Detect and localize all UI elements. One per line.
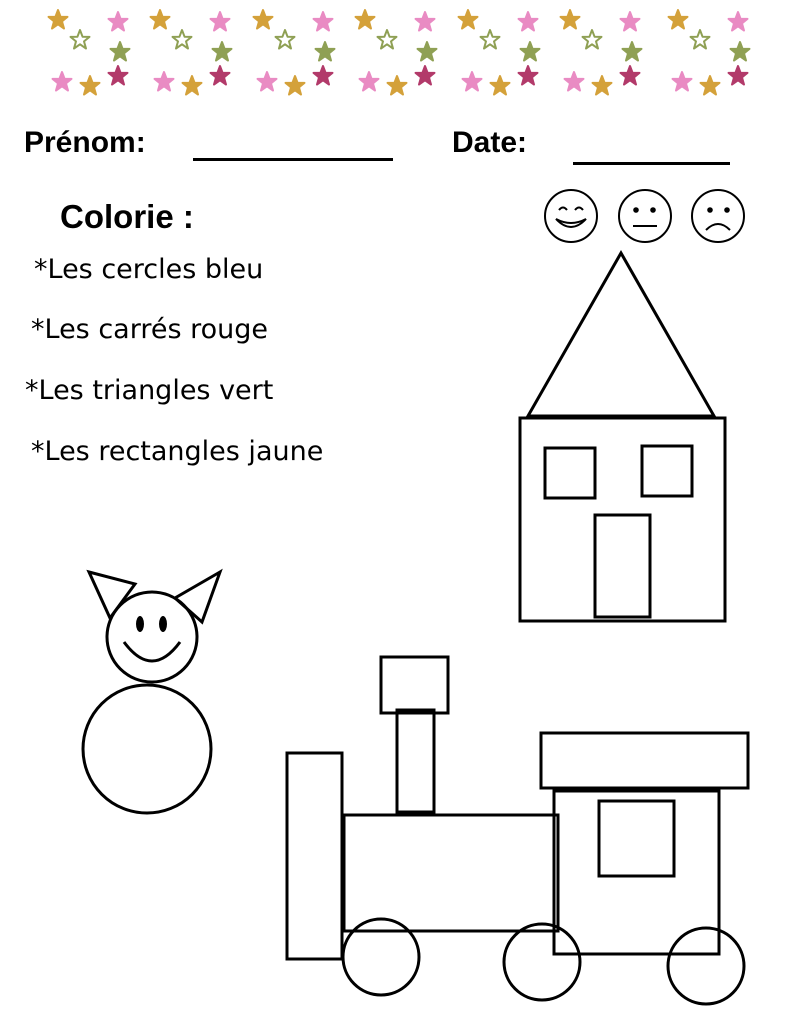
happy-face-icon[interactable]: [545, 190, 597, 242]
instruction-circles: *Les cercles bleu: [34, 254, 264, 285]
train-cab-rectangle[interactable]: [554, 791, 719, 954]
house-door-rectangle[interactable]: [595, 515, 650, 617]
star-group-4: [356, 10, 437, 95]
train-wheel-3-circle[interactable]: [668, 928, 744, 1004]
star-group-6: [561, 10, 642, 95]
star-border-decoration: [0, 0, 794, 110]
instruction-triangles: *Les triangles vert: [25, 375, 274, 406]
sad-face-icon[interactable]: [692, 190, 744, 242]
star-group-3: [254, 10, 335, 95]
neutral-face-icon[interactable]: [619, 190, 671, 242]
date-blank-line[interactable]: [573, 162, 730, 165]
instruction-squares: *Les carrés rouge: [31, 314, 269, 345]
self-assessment-faces: [540, 186, 750, 248]
train-chimney-top-square[interactable]: [381, 657, 448, 713]
cat-ear-left-triangle[interactable]: [89, 572, 135, 618]
train-drawing: [287, 657, 748, 1004]
train-cab-roof-rectangle[interactable]: [541, 733, 748, 788]
train-boiler-rectangle[interactable]: [344, 815, 558, 931]
date-label: Date:: [452, 126, 528, 159]
star-group-1: [49, 10, 130, 95]
cat-drawing: [83, 572, 220, 813]
cat-eye-right: [159, 616, 167, 632]
star-group-7: [669, 10, 750, 95]
cat-eye-left: [136, 616, 144, 632]
train-front-rectangle[interactable]: [287, 753, 342, 959]
train-wheel-1-circle[interactable]: [343, 919, 419, 995]
cat-ear-right-triangle[interactable]: [175, 572, 220, 622]
house-drawing: [520, 253, 725, 621]
name-blank-line[interactable]: [193, 158, 393, 161]
cat-body-circle[interactable]: [83, 685, 211, 813]
house-window-right-square[interactable]: [642, 446, 692, 496]
star-group-2: [151, 10, 232, 95]
star-group-5: [459, 10, 540, 95]
cat-smile: [124, 642, 180, 661]
cat-head-circle[interactable]: [107, 592, 197, 682]
train-wheel-2-circle[interactable]: [504, 924, 580, 1000]
instructions-title: Colorie :: [60, 198, 194, 235]
house-roof-triangle[interactable]: [528, 253, 714, 416]
train-chimney-rectangle[interactable]: [397, 710, 434, 812]
house-window-left-square[interactable]: [545, 448, 595, 498]
name-label: Prénom:: [24, 126, 146, 159]
train-cab-window-square[interactable]: [599, 801, 674, 876]
instruction-rectangles: *Les rectangles jaune: [31, 436, 324, 467]
house-body-rectangle[interactable]: [520, 418, 725, 621]
